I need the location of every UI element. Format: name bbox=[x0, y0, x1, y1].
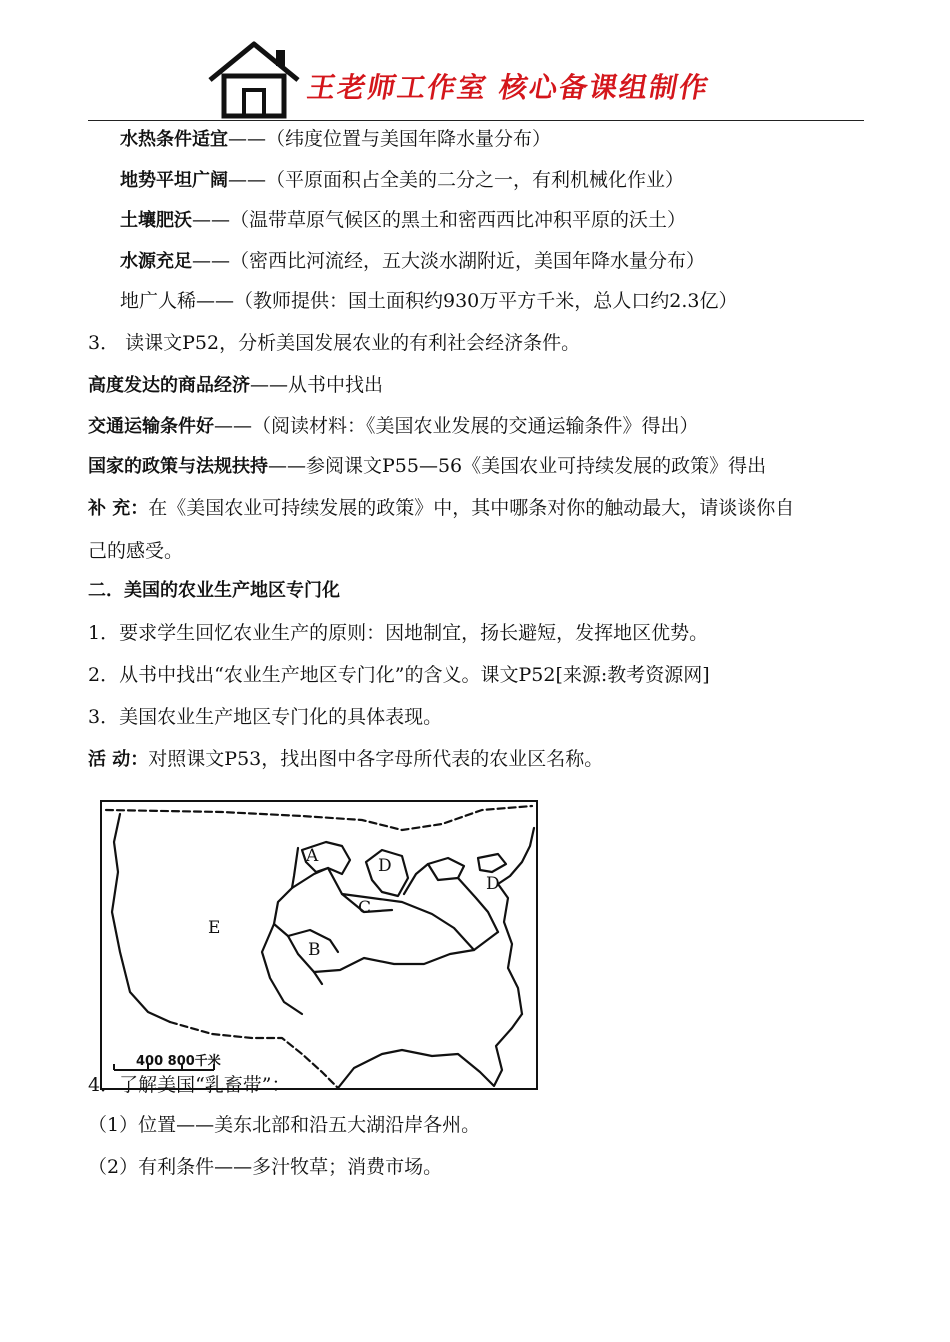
condition-row bbox=[120, 167, 684, 194]
social-row bbox=[88, 372, 383, 399]
item-4-title: 4．了解美国“乳畜带”： bbox=[88, 1074, 291, 1096]
map-label-a: A bbox=[306, 846, 319, 866]
condition-detail: ——（平原面积占全美的二分之一，有利机械化作业） bbox=[228, 169, 685, 191]
condition-detail: ——（密西比河流经，五大淡水湖附近，美国年降水量分布） bbox=[192, 250, 706, 272]
social-row bbox=[88, 413, 699, 440]
question-3: 3． 读课文P52，分析美国发展农业的有利社会经济条件。 bbox=[88, 332, 581, 354]
item-4-sub2: （2）有利条件——多汁牧草；消费市场。 bbox=[88, 1156, 443, 1178]
social-detail: ——参阅课文P55—56《美国农业可持续发展的政策》得出 bbox=[268, 455, 767, 477]
condition-row bbox=[120, 248, 705, 275]
social-term: 高度发达的商品经济 bbox=[88, 375, 250, 396]
map-label-b: B bbox=[308, 940, 321, 960]
condition-detail: 地广人稀——（教师提供：国土面积约930万平方千米，总人口约2.3亿） bbox=[120, 290, 738, 312]
supplement-text: 在《美国农业可持续发展的政策》中，其中哪条对你的触动最大，请谈谈你自 bbox=[148, 497, 795, 519]
social-term: 交通运输条件好 bbox=[88, 416, 214, 437]
section-heading: 二．美国的农业生产地区专门化 bbox=[88, 580, 340, 601]
us-agriculture-map bbox=[100, 800, 538, 1090]
supplement-continued: 己的感受。 bbox=[88, 540, 184, 562]
social-row bbox=[88, 453, 766, 480]
condition-detail: ——（温带草原气候区的黑土和密西西比冲积平原的沃土） bbox=[192, 209, 687, 231]
social-detail: ——（阅读材料：《美国农业发展的交通运输条件》得出） bbox=[214, 415, 699, 437]
activity-text: 对照课文P53，找出图中各字母所代表的农业区名称。 bbox=[148, 748, 604, 770]
condition-term: 水热条件适宜 bbox=[120, 129, 228, 150]
condition-row bbox=[120, 207, 686, 234]
house-logo-icon bbox=[206, 40, 302, 120]
condition-detail: ——（纬度位置与美国年降水量分布） bbox=[228, 128, 552, 150]
social-detail: ——从书中找出 bbox=[250, 374, 384, 396]
map-label-c: C bbox=[358, 898, 372, 918]
header-divider bbox=[88, 120, 864, 121]
activity-label: 活 动： bbox=[88, 749, 149, 770]
condition-term: 土壤肥沃 bbox=[120, 210, 192, 231]
brand-title: 王老师工作室 核心备课组制作 bbox=[304, 71, 713, 104]
condition-row bbox=[120, 288, 737, 315]
item-4-sub1: （1）位置——美东北部和沿五大湖沿岸各州。 bbox=[88, 1114, 481, 1136]
map-label-e: E bbox=[208, 918, 221, 938]
condition-row bbox=[120, 126, 551, 153]
map-label-d: D bbox=[378, 856, 392, 876]
supplement-label: 补 充： bbox=[88, 498, 149, 519]
section-item: 3．美国农业生产地区专门化的具体表现。 bbox=[88, 706, 443, 728]
condition-term: 地势平坦广阔 bbox=[120, 170, 228, 191]
condition-term: 水源充足 bbox=[120, 251, 192, 272]
social-term: 国家的政策与法规扶持 bbox=[88, 456, 268, 477]
section-item: 2．从书中找出“农业生产地区专门化”的含义。课文P52[来源:教考资源网] bbox=[88, 664, 710, 686]
section-item: 1．要求学生回忆农业生产的原则：因地制宜，扬长避短，发挥地区优势。 bbox=[88, 622, 709, 644]
map-scale-label: 400 800千米 bbox=[136, 1054, 221, 1069]
map-label-d-east: D bbox=[486, 874, 500, 894]
activity bbox=[88, 746, 603, 773]
supplement bbox=[88, 495, 794, 522]
page-header bbox=[88, 40, 864, 122]
